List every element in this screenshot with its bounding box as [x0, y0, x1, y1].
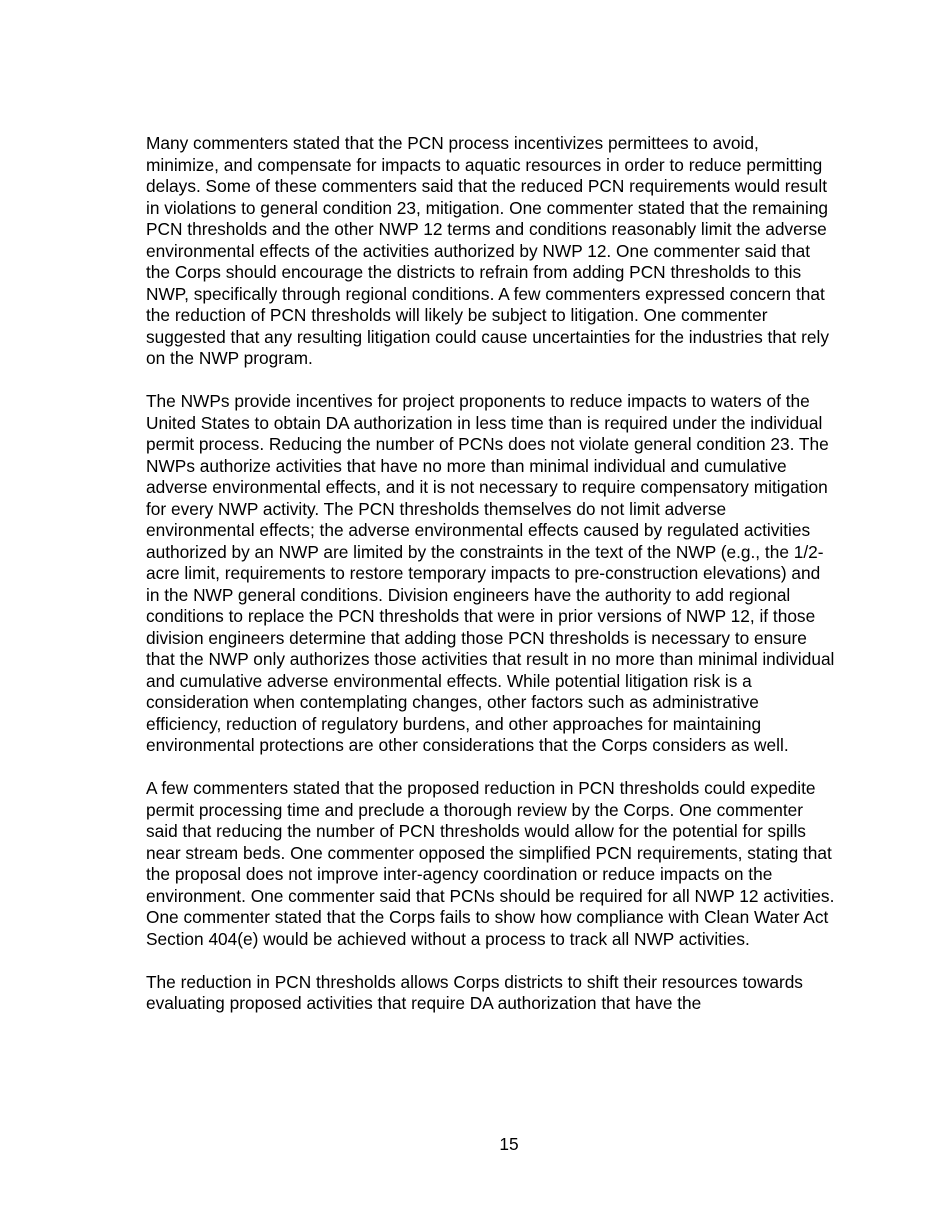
paragraph-3: A few commenters stated that the proposed reduction in PCN thresholds could expedite permit processing time and preclude a thorough review by the Corps. One commenter said that reducing the number of PCN thresholds would allow for the potential for spills near stream beds. One commenter opposed the simplified PCN requirements, stating that the proposal does not improve inter-agency coordination or reduce impacts on the environment. One commenter said that PCNs should be required for all NWP 12 activities. One commenter stated that the Corps fails to show how compliance with Clean Water Act Section 404(e) would be achieved without a process to track all NWP activities. [146, 778, 835, 949]
paragraph-4: The reduction in PCN thresholds allows Corps districts to shift their resources towards evaluating proposed activities that require DA authorization that have the [146, 971, 803, 1013]
paragraph-2: The NWPs provide incentives for project proponents to reduce impacts to waters of the United States to obtain DA authorization in less time than is required under the individual permit process. Reducing the number of PCNs does not violate general condition 23. The NWPs authorize activities that have no more than minimal individual and cumulative adverse environmental effects, and it is not necessary to require compensatory mitigation for every NWP activity. The PCN thresholds themselves do not limit adverse environmental effects; the adverse environmental effects caused by regulated activities authorized by an NWP are limited by the constraints in the text of the NWP (e.g., the 1/2-acre limit, requirements to restore temporary impacts to pre-construction elevations) and in the NWP general conditions. Division engineers have the authority to add regional conditions to replace the PCN thresholds that were in prior versions of NWP 12, if those division engineers determine that adding those PCN thresholds is necessary to ensure that the NWP only authorizes those activities that result in no more than minimal individual and cumulative adverse environmental effects. While potential litigation risk is a consideration when contemplating changes, other factors such as administrative efficiency, reduction of regulatory burdens, and other approaches for maintaining environmental protections are other considerations that the Corps considers as well. [146, 391, 835, 755]
page-body [146, 133, 836, 1036]
paragraph-1: Many commenters stated that the PCN process incentivizes permittees to avoid, minimize, and compensate for impacts to aquatic resources in order to reduce permitting delays. Some of these commenters said that the reduced PCN requirements would result in violations to general condition 23, mitigation. One commenter stated that the remaining PCN thresholds and the other NWP 12 terms and conditions reasonably limit the adverse environmental effects of the activities authorized by NWP 12. One commenter said that the Corps should encourage the districts to refrain from adding PCN thresholds to this NWP, specifically through regional conditions. A few commenters expressed concern that the reduction of PCN thresholds will likely be subject to litigation. One commenter suggested that any resulting litigation could cause uncertainties for the industries that rely on the NWP program. [146, 133, 830, 368]
page-number: 15 [499, 1134, 519, 1154]
